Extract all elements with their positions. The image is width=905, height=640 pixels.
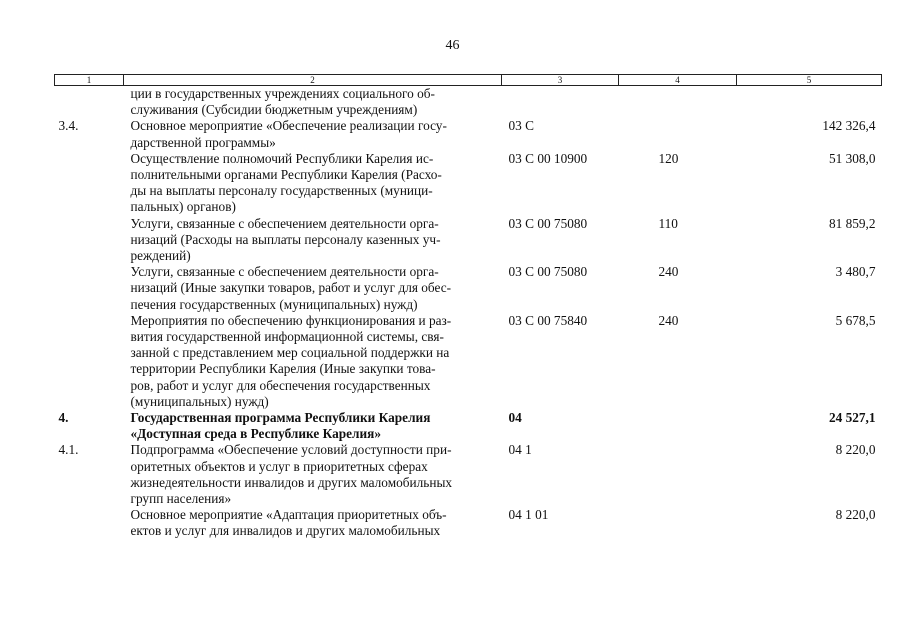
row-code: 03 С 00 75840 [508,312,588,328]
column-header-5: 5 [737,75,882,86]
table-row [55,264,882,313]
row-code: 04 1 [508,442,532,458]
row-amount: 51 308,0 [828,150,876,166]
row-amount [737,86,882,119]
row-number: 3.4. [58,118,79,134]
row-code [502,86,619,119]
row-expense-type: 120 [658,150,679,166]
table-row [55,410,882,442]
row-expense-type: 240 [658,312,679,328]
row-expense-type [619,442,737,507]
row-expense-type [619,86,737,119]
row-number [55,151,124,216]
row-code: 03 С 00 75080 [508,215,588,231]
page-number: 46 [445,38,460,53]
row-name: ции в государственных учреждениях социального об- служивания (Субсидии бюджетным учреждениям) [130,86,435,118]
table-header [55,75,882,86]
row-expense-type [619,410,737,442]
table-row [55,442,882,507]
row-number [55,264,124,313]
row-amount: 24 527,1 [828,410,876,426]
row-name: Основное мероприятие «Обеспечение реализации госу- дарственной программы» [130,118,447,150]
column-header-1: 1 [55,75,124,86]
row-number [55,313,124,410]
row-amount: 142 326,4 [822,118,876,134]
table-row [55,313,882,410]
column-header-4: 4 [619,75,737,86]
row-name: Подпрограмма «Обеспечение условий доступности при- оритетных объектов и услуг в приоритетных сферах жизнедеятельности инвалидов и других маломобильных групп населения» [130,442,453,507]
row-number: 4. [58,410,69,426]
row-expense-type [619,507,737,539]
table-row [55,216,882,265]
row-amount: 8 220,0 [835,442,876,458]
row-number [55,216,124,265]
budget-table [54,74,882,540]
row-expense-type: 240 [658,264,679,280]
row-name: Государственная программа Республики Карелия «Доступная среда в Республике Карелия» [130,410,431,442]
row-name: Услуги, связанные с обеспечением деятельности орга- низаций (Иные закупки товаров, работ и услуг для обес- печения государственных (муниципальных) нужд) [130,264,452,312]
row-number: 4.1. [58,442,79,458]
row-code: 04 1 01 [508,507,549,523]
row-code: 03 С [508,118,534,134]
table-row [55,151,882,216]
table-row [55,118,882,150]
row-number [55,507,124,539]
column-header-3: 3 [502,75,619,86]
row-name: Мероприятия по обеспечению функционирования и раз- вития государственной информационной системы, свя- занной с представлением мер социальной поддержки на территории Республики Карелия (Иные закупки това- ров, работ и услуг для обеспечения государственных (муниципальных) нужд) [130,312,452,409]
table-row [55,507,882,539]
row-expense-type: 110 [658,215,678,231]
row-name: Услуги, связанные с обеспечением деятельности орга- низаций (Расходы на выплаты персоналу казенных уч- реждений) [130,215,441,264]
row-code: 03 С 00 75080 [508,264,588,280]
row-amount: 5 678,5 [835,312,876,328]
header-row [55,75,882,86]
column-header-2: 2 [124,75,502,86]
table-row [55,86,882,119]
row-amount: 3 480,7 [835,264,876,280]
row-expense-type [619,118,737,150]
row-number [55,86,124,119]
row-amount: 8 220,0 [835,507,876,523]
row-name: Осуществление полномочий Республики Карелия ис- полнительными органами Республики Карелия (Расхо- ды на выплаты персоналу государственных (муници- пальных) органов) [130,150,442,215]
row-name: Основное мероприятие «Адаптация приоритетных объ- ектов и услуг для инвалидов и других маломобильных [130,507,447,539]
table-body [55,86,882,540]
row-code: 04 [508,410,522,426]
row-amount: 81 859,2 [828,215,876,231]
row-code: 03 С 00 10900 [508,150,588,166]
